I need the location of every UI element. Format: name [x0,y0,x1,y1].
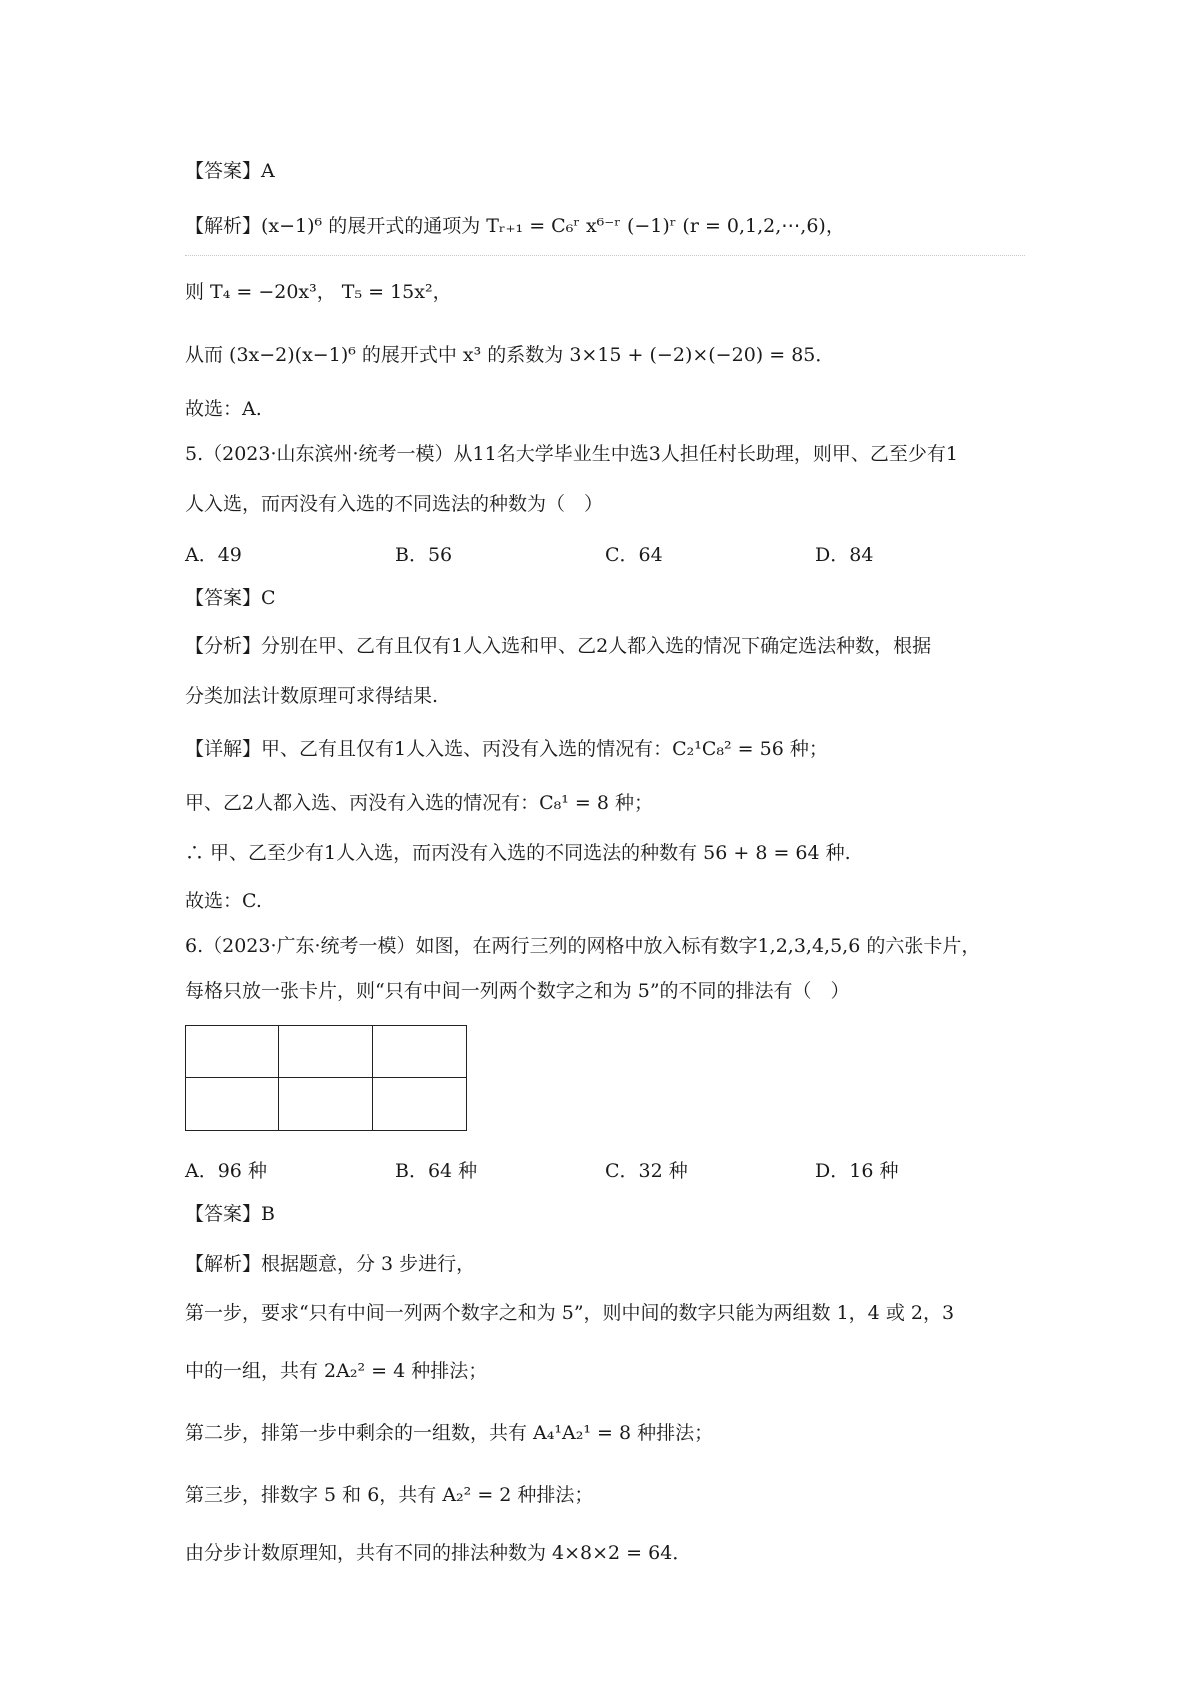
q5-choice-c: C．64 [605,544,663,566]
dotted-separator [185,255,1025,256]
grid-cell [279,1078,372,1130]
q5-analysis-line-2: 分类加法计数原理可求得结果. [185,685,439,707]
q5-choice-a: A．49 [185,544,242,566]
grid-cell [373,1078,466,1130]
q6-choice-d: D．16 种 [815,1160,899,1182]
q6-stem-line-2: 每格只放一张卡片，则“只有中间一列两个数字之和为 5”的不同的排法有（ ） [185,980,850,1002]
q6-choice-b: B．64 种 [395,1160,478,1182]
q4-analysis-line-2: 则 T₄ = −20x³， T₅ = 15x²， [185,281,452,303]
q6-step1-line-2: 中的一组，共有 2A₂² = 4 种排法； [185,1360,488,1382]
grid-cell [186,1078,279,1130]
q4-analysis-line-3: 从而 (3x−2)(x−1)⁶ 的展开式中 x³ 的系数为 3×15 + (−2)×(−20) = 85． [185,344,835,366]
q6-answer: 【答案】B [185,1203,275,1225]
q4-analysis-line-1: 【解析】(x−1)⁶ 的展开式的通项为 Tᵣ₊₁ = C₆ʳ x⁶⁻ʳ (−1)ʳ (r = 0,1,2,⋯,6)， [185,215,845,237]
q6-stem-line-1: 6.（2023·广东·统考一模）如图，在两行三列的网格中放入标有数字1,2,3,4,5,6 的六张卡片， [185,935,981,957]
q6-choice-c: C．32 种 [605,1160,688,1182]
q5-analysis-line-1: 【分析】分别在甲、乙有且仅有1人入选和甲、乙2人都入选的情况下确定选法种数，根据 [185,635,932,657]
q6-analysis-line-1: 【解析】根据题意，分 3 步进行， [185,1253,476,1275]
q6-step1-line-1: 第一步，要求“只有中间一列两个数字之和为 5”，则中间的数字只能为两组数 1，4 或 2，3 [185,1302,955,1324]
grid-cell [186,1026,279,1078]
grid-cell [279,1026,372,1078]
q5-detail-line-2: 甲、乙2人都入选、丙没有入选的情况有：C₈¹ = 8 种； [185,792,653,814]
q5-choice-b: B．56 [395,544,453,566]
q5-detail-line-3: ∴ 甲、乙至少有1人入选，而丙没有入选的不同选法的种数有 56 + 8 = 64 种. [185,842,851,864]
q6-choice-a: A．96 种 [185,1160,267,1182]
q5-answer: 【答案】C [185,587,276,609]
q6-step3: 第三步，排数字 5 和 6，共有 A₂² = 2 种排法； [185,1484,594,1506]
q6-step2: 第二步，排第一步中剩余的一组数，共有 A₄¹A₂¹ = 8 种排法； [185,1422,714,1444]
q5-choice-d: D．84 [815,544,874,566]
q5-stem-line-1: 5.（2023·山东滨州·统考一模）从11名大学毕业生中选3人担任村长助理，则甲、乙至少有1 [185,443,958,465]
q5-detail-line-1: 【详解】甲、乙有且仅有1人入选、丙没有入选的情况有：C₂¹C₈² = 56 种； [185,738,828,760]
card-grid-2x3 [185,1025,467,1131]
q5-stem-line-2: 人入选，而丙没有入选的不同选法的种数为（ ） [185,493,604,515]
q5-conclusion: 故选：C. [185,890,262,912]
q4-answer: 【答案】A [185,160,275,182]
q4-conclusion: 故选：A. [185,398,262,420]
q6-conclusion: 由分步计数原理知，共有不同的排法种数为 4×8×2 = 64． [185,1542,692,1564]
grid-cell [373,1026,466,1078]
